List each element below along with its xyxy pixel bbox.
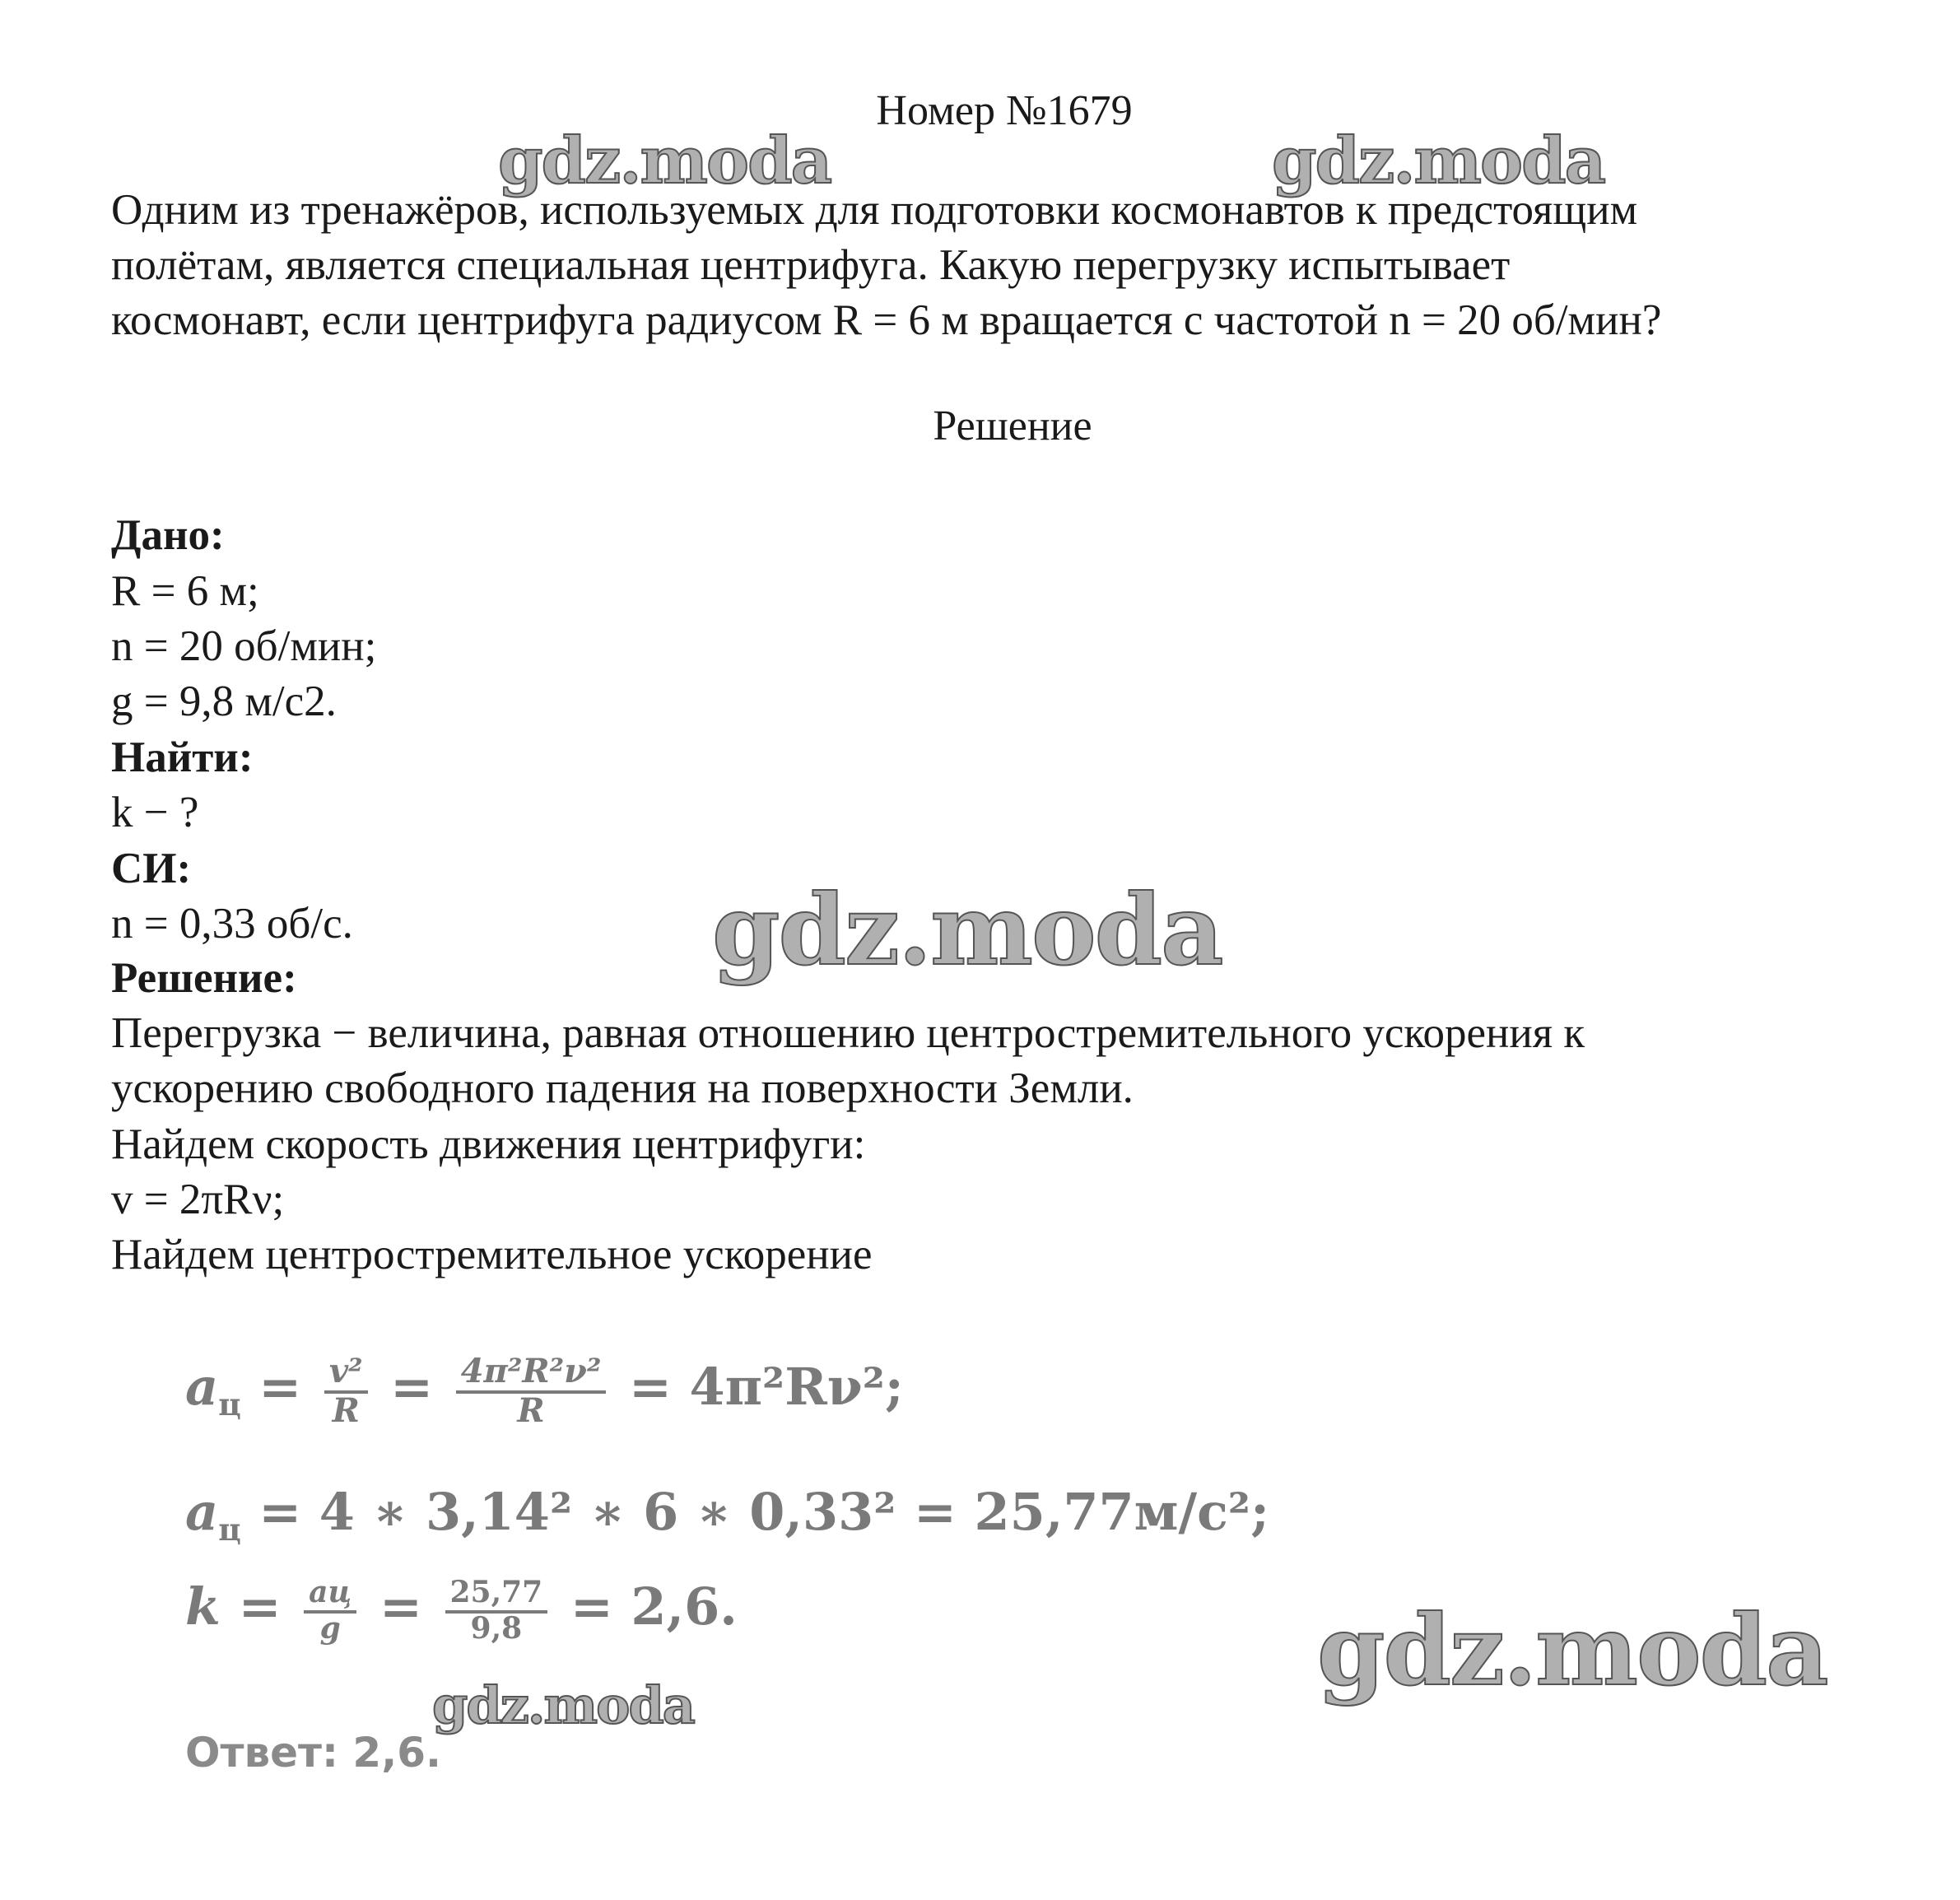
find-label: Найти: bbox=[111, 733, 254, 781]
solution-line: Найдем скорость движения центрифуги: bbox=[111, 1120, 866, 1168]
formula-overload: k = $\frac{aц}{g}$ = $\frac{25,77}{9,8}$ = 2,6. bbox=[185, 1575, 738, 1646]
answer: Ответ: 2,6. bbox=[185, 1729, 441, 1777]
formula-result: = 4π²Rν²; bbox=[628, 1357, 904, 1417]
formula-subscript: ц bbox=[218, 1386, 241, 1423]
formula-centripetal-numeric bbox=[185, 1482, 1269, 1548]
solution-line: Найдем центростремительное ускорение bbox=[111, 1231, 873, 1278]
fraction-denominator: R bbox=[332, 1391, 360, 1430]
watermark: gdz.moda bbox=[1317, 1593, 1827, 1707]
problem-line: Одним из тренажёров, используемых для подготовки космонавтов к предстоящим bbox=[111, 186, 1638, 234]
watermark: gdz.moda bbox=[1272, 123, 1605, 198]
fraction bbox=[456, 1354, 607, 1428]
fraction-numerator: 4π²R²ν² bbox=[456, 1354, 607, 1394]
formula-symbol: k bbox=[185, 1576, 221, 1637]
formula-subscript: ц bbox=[218, 1511, 241, 1548]
fraction-denominator: 9,8 bbox=[470, 1611, 523, 1646]
watermark: gdz.moda bbox=[498, 123, 831, 198]
formula-result: = 2,6. bbox=[570, 1576, 738, 1637]
solution-line: ускорению свободного падения на поверхности Земли. bbox=[111, 1064, 1134, 1112]
solution-line: Перегрузка − величина, равная отношению центростремительного ускорения к bbox=[111, 1009, 1585, 1057]
solution-heading: Решение bbox=[933, 403, 1092, 449]
given-label: Дано: bbox=[111, 511, 225, 559]
fraction bbox=[324, 1354, 368, 1428]
fraction-denominator: R bbox=[517, 1391, 545, 1430]
si-item: n = 0,33 об/с. bbox=[111, 900, 353, 948]
watermark: gdz.moda bbox=[432, 1675, 694, 1735]
velocity-formula: v = 2πRν; bbox=[111, 1176, 285, 1223]
find-item: k − ? bbox=[111, 789, 199, 836]
formula-centripetal-general: $a_ц$ = $\frac{\text{v²}}{R}$ = $\frac{\text{4π²R²ν²}}{R}$ = 4π²Rν²; bbox=[185, 1352, 904, 1430]
given-item: n = 20 об/мин; bbox=[111, 622, 377, 670]
given-item: g = 9,8 м/с2. bbox=[111, 678, 337, 725]
given-item: R = 6 м; bbox=[111, 567, 259, 615]
formula-symbol: a bbox=[185, 1482, 219, 1542]
problem-line: полётам, является специальная центрифуга. Какую перегрузку испытывает bbox=[111, 241, 1511, 289]
fraction bbox=[304, 1577, 356, 1645]
fraction-numerator: v² bbox=[324, 1354, 368, 1394]
solution-label: Решение: bbox=[111, 954, 297, 1002]
fraction-numerator: 25,77 bbox=[445, 1577, 548, 1614]
formula-symbol: a bbox=[185, 1357, 219, 1417]
watermark: gdz.moda bbox=[712, 873, 1222, 987]
si-label: СИ: bbox=[111, 845, 192, 892]
problem-line: космонавт, если центрифуга радиусом R = 6 м вращается с частотой n = 20 об/мин? bbox=[111, 296, 1662, 344]
page-title: Номер №1679 bbox=[876, 87, 1133, 134]
problem-statement bbox=[111, 183, 1947, 348]
fraction-denominator: g bbox=[319, 1611, 341, 1646]
fraction-numerator: aц bbox=[304, 1577, 356, 1614]
formula-expression: = 4 ∗ 3,14² ∗ 6 ∗ 0,33² = 25,77м/с²; bbox=[258, 1482, 1269, 1542]
fraction bbox=[445, 1577, 548, 1645]
